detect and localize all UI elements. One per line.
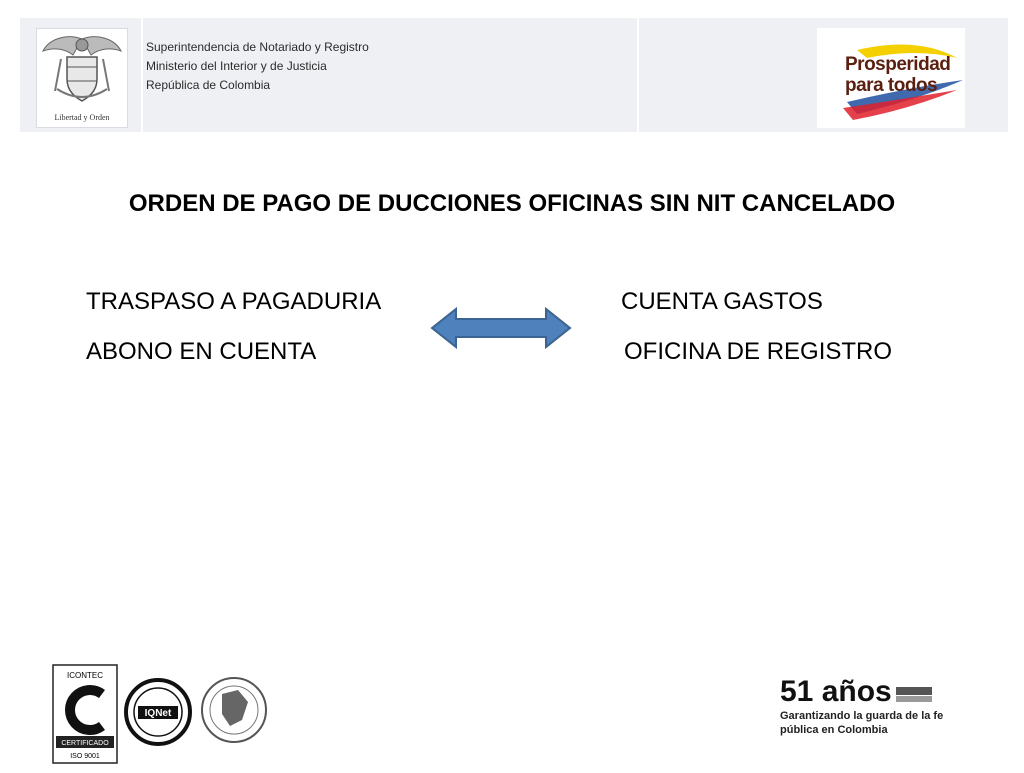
prosperidad-logo	[817, 28, 965, 128]
certification-seals-icon	[52, 664, 272, 768]
left-item-1: TRASPASO A PAGADURIA	[86, 288, 382, 315]
org-line-2: Ministerio del Interior y de Justicia	[146, 59, 327, 73]
header-divider	[141, 18, 143, 132]
header-divider	[637, 18, 639, 132]
organization-names	[146, 38, 369, 95]
anniversary-badge	[780, 675, 980, 737]
colombia-crest-logo	[36, 28, 128, 128]
slogan-text	[845, 54, 950, 96]
slogan-line-1: Prosperidad	[845, 54, 951, 75]
crest-icon	[37, 29, 127, 109]
right-item-1: CUENTA GASTOS	[621, 288, 823, 315]
cert2-label: IQNet	[144, 708, 172, 719]
slide-title: ORDEN DE PAGO DE DUCCIONES OFICINAS SIN NIT CANCELADO	[128, 190, 896, 217]
right-item-2: OFICINA DE REGISTRO	[624, 338, 893, 365]
years-number: 51 años	[780, 675, 892, 708]
cert1-top: ICONTEC	[67, 671, 103, 680]
slogan-line-2: para todos	[845, 75, 938, 96]
cert1-standard: ISO 9001	[70, 753, 100, 760]
certification-logos	[52, 664, 272, 773]
flag-bars-icon	[896, 687, 932, 703]
left-item-2: ABONO EN CUENTA	[86, 338, 317, 365]
years-tagline: Garantizando la guarda de la fe pública en Colombia	[780, 710, 944, 736]
org-line-1: Superintendencia de Notariado y Registro	[146, 40, 369, 54]
crest-motto: Libertad y Orden	[54, 113, 110, 122]
cert1-label: CERTIFICADO	[61, 740, 109, 747]
header-banner	[20, 18, 1008, 132]
double-arrow-icon	[430, 306, 572, 350]
org-line-3: República de Colombia	[146, 78, 271, 92]
